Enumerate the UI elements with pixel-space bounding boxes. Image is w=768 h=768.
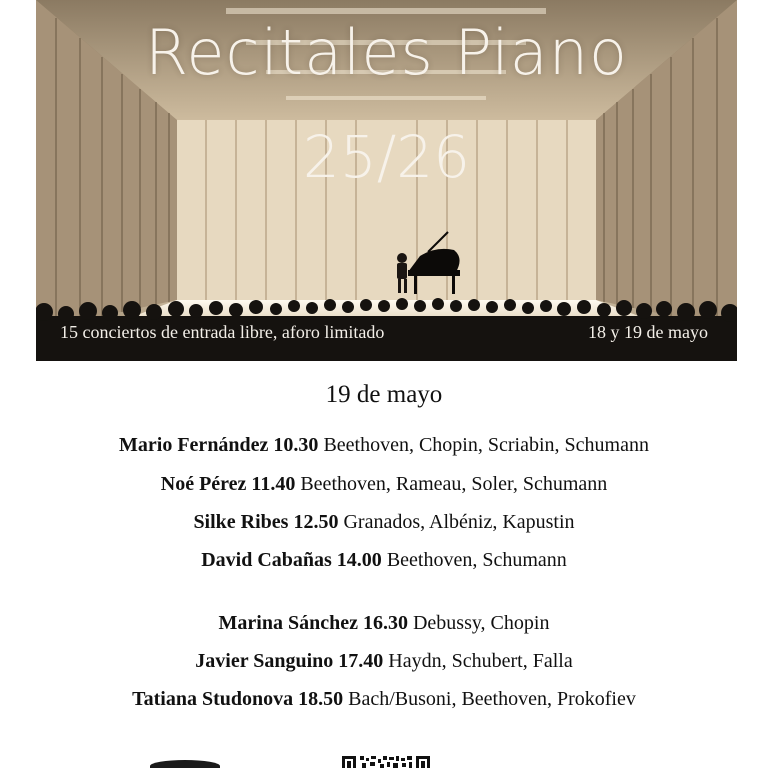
composers: Granados, Albéniz, Kapustin: [343, 511, 575, 533]
dates-info: 18 y 19 de mayo: [588, 322, 708, 342]
entry-info: 15 conciertos de entrada libre, aforo limitado: [60, 322, 385, 342]
recital-entry: [0, 473, 768, 496]
performer-time: Marina Sánchez 16.30: [218, 612, 408, 634]
composers: Haydn, Schubert, Falla: [388, 650, 573, 672]
poster-title: Recitales Piano: [145, 16, 628, 89]
performer-time: Mario Fernández 10.30: [119, 434, 319, 456]
hero-poster-image: [36, 0, 737, 361]
qr-code-icon[interactable]: [340, 754, 432, 768]
season-label: 25/26: [302, 123, 471, 191]
recital-entry: [0, 688, 768, 711]
composers: Debussy, Chopin: [412, 612, 550, 634]
performer-time: Tatiana Studonova 18.50: [132, 688, 344, 710]
composers: Beethoven, Chopin, Scriabin, Schumann: [323, 434, 649, 456]
performer-time: Noé Pérez 11.40: [160, 473, 296, 495]
performer-time: David Cabañas 14.00: [201, 549, 382, 571]
recital-entry: [0, 434, 768, 457]
performer-time: Silke Ribes 12.50: [193, 511, 339, 533]
recital-entry: [0, 612, 768, 635]
composers: Bach/Busoni, Beethoven, Prokofiev: [348, 688, 636, 710]
composers: Beethoven, Schumann: [386, 549, 567, 571]
recital-entry: [0, 549, 768, 572]
institution-logo-icon: [150, 760, 220, 768]
recital-entry: [0, 650, 768, 673]
composers: Beethoven, Rameau, Soler, Schumann: [300, 473, 608, 495]
day-heading: 19 de mayo: [325, 381, 443, 408]
recital-entry: [0, 511, 768, 534]
performer-time: Javier Sanguino 17.40: [195, 650, 384, 672]
